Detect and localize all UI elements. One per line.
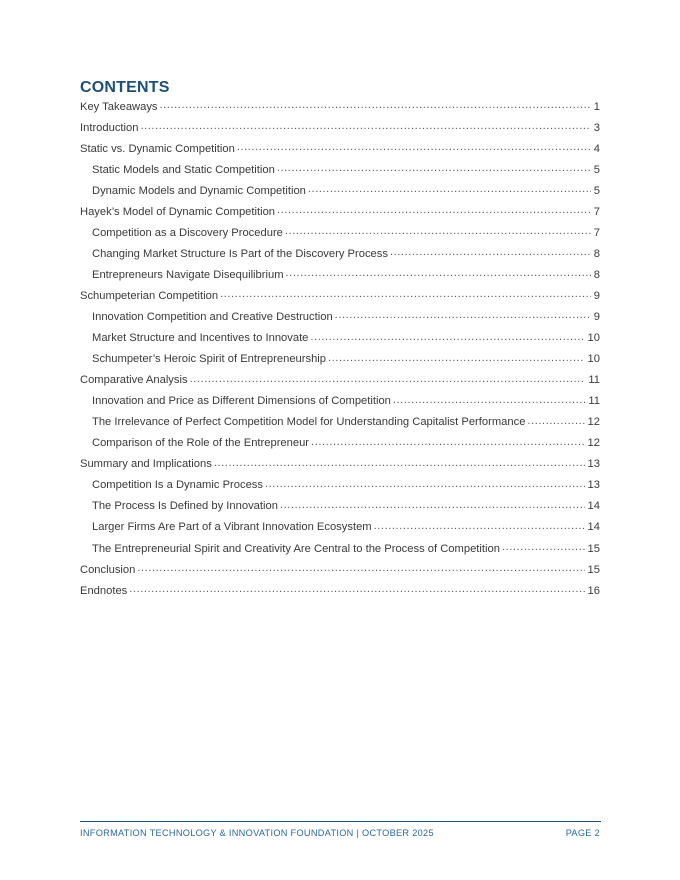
toc-entry[interactable] [80, 496, 600, 517]
toc-entry-title[interactable]: Innovation and Price as Different Dimensions of Competition [92, 395, 391, 408]
footer-publisher: INFORMATION TECHNOLOGY & INNOVATION FOUNDATION | OCTOBER 2025 [80, 828, 434, 838]
toc-entry[interactable] [80, 159, 600, 180]
toc-entry-page-number[interactable]: 14 [587, 521, 600, 534]
toc-entry-title[interactable]: Summary and Implications [80, 458, 212, 471]
toc-entry-title[interactable]: Static Models and Static Competition [92, 163, 275, 176]
toc-entry-title[interactable]: Innovation Competition and Creative Destruction [92, 310, 333, 323]
toc-entry-page-number[interactable]: 5 [593, 163, 600, 176]
toc-entry-page-number[interactable]: 10 [587, 332, 600, 345]
toc-entry[interactable] [80, 475, 600, 496]
toc-entry[interactable] [80, 96, 600, 117]
toc-entry-title[interactable]: Schumpeterian Competition [80, 289, 219, 302]
toc-entry-title[interactable]: Endnotes [80, 584, 128, 597]
toc-entry-title[interactable]: The Irrelevance of Perfect Competition Model for Understanding Capitalist Performance [92, 416, 526, 429]
toc-entry[interactable] [80, 538, 600, 559]
toc-entry-title[interactable]: Hayek’s Model of Dynamic Competition [80, 205, 276, 218]
toc-entry-page-number[interactable]: 15 [587, 563, 600, 576]
toc-entry-title[interactable]: Schumpeter’s Heroic Spirit of Entrepreneurship [92, 353, 327, 366]
toc-entry-page-number[interactable]: 10 [587, 353, 600, 366]
toc-entry[interactable] [80, 306, 600, 327]
toc-entry[interactable] [80, 285, 600, 306]
toc-entry-title[interactable]: Comparative Analysis [80, 374, 188, 387]
page-title: CONTENTS [80, 79, 170, 96]
toc-entry-page-number[interactable]: 8 [593, 247, 600, 260]
toc-entry-title[interactable]: Changing Market Structure Is Part of the Discovery Process [92, 247, 388, 260]
toc-entry-page-number[interactable]: 12 [587, 416, 600, 429]
toc-dot-leader [328, 353, 585, 364]
toc-entry[interactable] [80, 370, 600, 391]
toc-entry-title[interactable]: Competition Is a Dynamic Process [92, 479, 263, 492]
toc-entry-title[interactable]: Introduction [80, 121, 139, 134]
toc-dot-leader [277, 205, 591, 216]
toc-dot-leader [214, 458, 585, 469]
toc-entry[interactable] [80, 454, 600, 475]
toc-dot-leader [277, 163, 591, 174]
toc-entry[interactable] [80, 412, 600, 433]
toc-dot-leader [285, 226, 591, 237]
toc-entry-page-number[interactable]: 7 [593, 226, 600, 239]
toc-dot-leader [140, 121, 590, 132]
footer-page-number: PAGE 2 [565, 828, 600, 838]
toc-dot-leader [311, 437, 585, 448]
toc-dot-leader [129, 584, 584, 595]
toc-entry[interactable] [80, 349, 600, 370]
toc-entry-page-number[interactable]: 13 [587, 479, 600, 492]
toc-dot-leader [220, 289, 591, 300]
toc-dot-leader [527, 416, 584, 427]
toc-dot-leader [286, 268, 591, 279]
toc-dot-leader [374, 521, 585, 532]
toc-entry-page-number[interactable]: 12 [587, 437, 600, 450]
toc-entry[interactable] [80, 222, 600, 243]
toc-entry-page-number[interactable]: 14 [587, 500, 600, 513]
toc-entry-title[interactable]: Market Structure and Incentives to Innovate [92, 332, 309, 345]
toc-entry-page-number[interactable]: 15 [587, 542, 600, 555]
toc-entry-page-number[interactable]: 9 [593, 310, 600, 323]
toc-dot-leader [393, 395, 585, 406]
toc-dot-leader [390, 247, 591, 258]
toc-dot-leader [160, 100, 591, 111]
toc-entry-page-number[interactable]: 5 [593, 184, 600, 197]
toc-entry-title[interactable]: Competition as a Discovery Procedure [92, 226, 283, 239]
toc-entry[interactable] [80, 559, 600, 580]
toc-entry-title[interactable]: Larger Firms Are Part of a Vibrant Innovation Ecosystem [92, 521, 372, 534]
toc-entry-page-number[interactable]: 11 [588, 374, 600, 387]
toc-entry-page-number[interactable]: 7 [593, 205, 600, 218]
toc-entry-page-number[interactable]: 16 [587, 584, 600, 597]
toc-dot-leader [308, 184, 591, 195]
toc-dot-leader [265, 479, 585, 490]
toc-entry-page-number[interactable]: 11 [588, 395, 600, 408]
toc-entry[interactable] [80, 328, 600, 349]
toc-entry-page-number[interactable]: 13 [587, 458, 600, 471]
toc-entry-title[interactable]: The Process Is Defined by Innovation [92, 500, 278, 513]
toc-entry[interactable] [80, 264, 600, 285]
toc-entry-title[interactable]: Static vs. Dynamic Competition [80, 142, 235, 155]
toc-entry-page-number[interactable]: 9 [593, 289, 600, 302]
footer-divider [80, 821, 601, 822]
toc-entry-title[interactable]: Key Takeaways [80, 100, 158, 113]
toc-entry[interactable] [80, 433, 600, 454]
toc-dot-leader [137, 563, 584, 574]
toc-entry-title[interactable]: Comparison of the Role of the Entrepreneur [92, 437, 310, 450]
toc-entry-page-number[interactable]: 3 [593, 121, 600, 134]
toc-entry[interactable] [80, 201, 600, 222]
toc-dot-leader [237, 142, 591, 153]
toc-entry-page-number[interactable]: 8 [593, 268, 600, 281]
toc-entry[interactable] [80, 180, 600, 201]
toc-dot-leader [190, 374, 586, 385]
toc-entry-title[interactable]: Conclusion [80, 563, 136, 576]
toc-entry-title[interactable]: Dynamic Models and Dynamic Competition [92, 184, 306, 197]
toc-entry[interactable] [80, 138, 600, 159]
toc-entry-title[interactable]: The Entrepreneurial Spirit and Creativity Are Central to the Process of Competition [92, 542, 500, 555]
toc-entry[interactable] [80, 391, 600, 412]
toc-dot-leader [335, 310, 591, 321]
toc-entry-page-number[interactable]: 4 [593, 142, 600, 155]
toc-dot-leader [280, 500, 585, 511]
toc-entry[interactable] [80, 517, 600, 538]
table-of-contents [80, 96, 600, 601]
toc-entry[interactable] [80, 243, 600, 264]
toc-entry[interactable] [80, 580, 600, 601]
toc-entry-page-number[interactable]: 1 [593, 100, 600, 113]
toc-entry-title[interactable]: Entrepreneurs Navigate Disequilibrium [92, 268, 284, 281]
toc-dot-leader [502, 542, 585, 553]
toc-dot-leader [310, 332, 584, 343]
toc-entry[interactable] [80, 117, 600, 138]
